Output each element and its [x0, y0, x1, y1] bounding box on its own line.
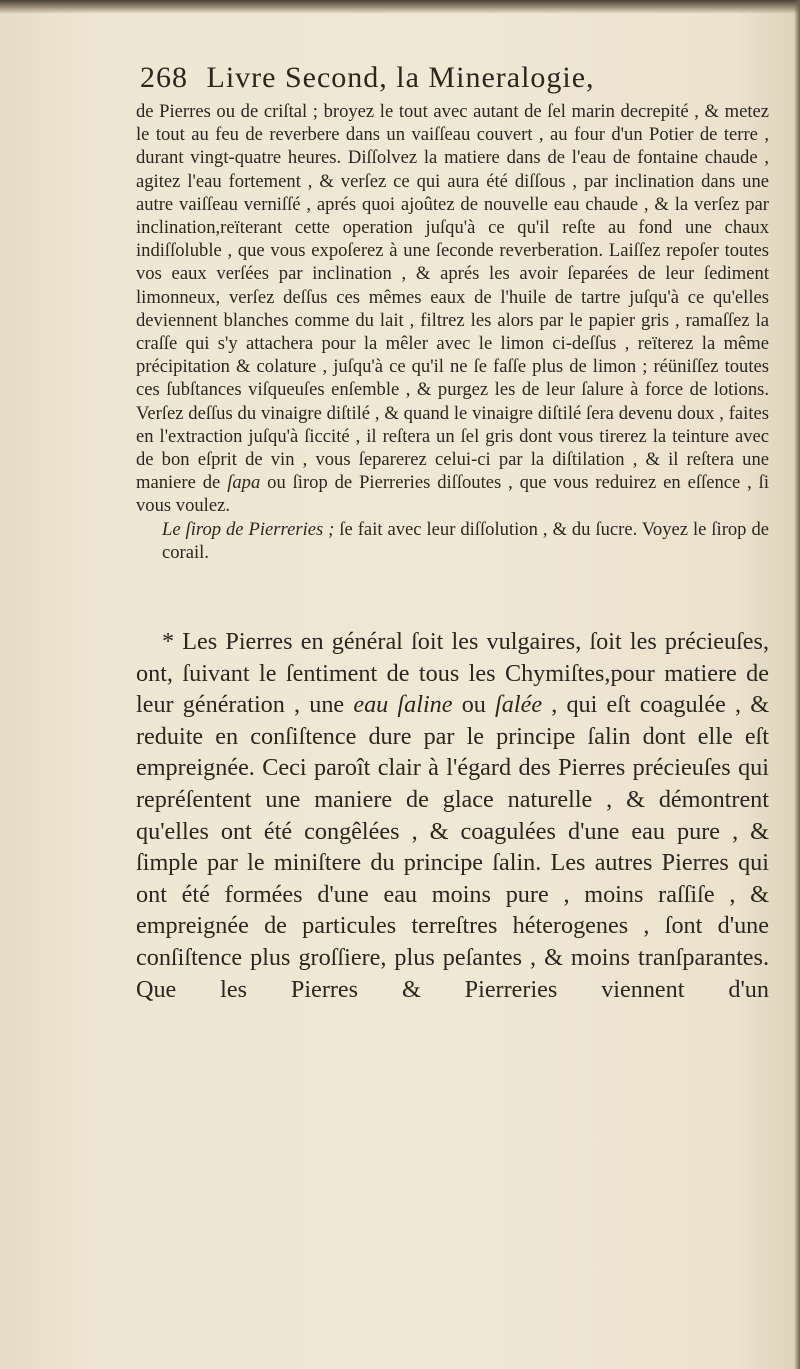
recipe-block	[136, 100, 769, 1005]
page-right-shadow	[794, 0, 800, 1369]
sirop-paragraph	[136, 518, 769, 564]
main-text-3: , qui eſt coagulée , & reduite en conſiſtence dure par le principe ſalin dont elle eſt empreignée. Ceci paroît clair à l'égard des Pierres précieuſes qui repréſentent une maniere de glace naturelle , & démontrent qu'elles ont été congêlées , & coagulées d'une eau pure , & ſimple par le miniſtere du principe ſalin. Les autres Pierres qui ont été formées d'une eau moins pure , moins raſſiſe , & empreignée de particules terreſtres héterogenes , ſont d'une conſiſtence plus groſſiere, plus peſantes , & moins tranſparantes. Que les Pierres & Pierreries viennent d'un	[136, 691, 770, 1003]
main-text-2: ou	[461, 691, 486, 719]
page-top-shadow	[0, 0, 800, 14]
running-title: Livre Second, la Mineralogie,	[206, 61, 595, 94]
main-section	[136, 626, 769, 1005]
sirop-heading: Le ſirop de Pierreries ;	[162, 518, 335, 540]
sirop-text: ſe fait avec leur diſſolution , & du ſucre. Voyez le ſirop de corail.	[162, 518, 769, 563]
recipe-text-end: ou ſirop de Pierreries diſſoutes , que vous reduirez en eſſence , ſi vous voulez.	[136, 472, 769, 517]
page-number: 268	[140, 61, 188, 94]
footnote-marker: *	[162, 628, 175, 656]
recipe-italic-sapa: ſapa	[227, 472, 261, 494]
section-gap	[136, 564, 769, 626]
main-text-1: Les Pierres en général ſoit les vulgaires, ſoit les précieuſes, ont, ſuivant le ſentiment de tous les Chymiſtes,pour matiere de leur génération , une	[136, 628, 770, 719]
main-italic-salee: ſalée	[495, 691, 543, 719]
main-italic-eau-saline: eau ſaline	[353, 691, 453, 719]
running-header	[140, 58, 770, 98]
recipe-paragraph	[136, 100, 769, 518]
recipe-text: de Pierres ou de criſtal ; broyez le tout avec autant de ſel marin decrepité , & metez le tout au feu de reverbere dans un vaiſſeau couvert , au four d'un Potier de terre , durant vingt-quatre heures. Diſſolvez la matiere dans de l'eau de fontaine chaude , agitez l'eau fortement , & verſez ce qui aura été diſſous , par inclination dans une autre vaiſſeau verniſſé , aprés quoi ajoûtez de nouvelle eau chaude , & la verſez par inclination,reïterant cette operation juſqu'à ce qu'il reſte au fond une chaux indiſſoluble , que vous expoſerez à une ſeconde reverberation. Laiſſez repoſer toutes vos eaux verſées par inclination , & aprés les avoir ſeparées de leur ſediment limonneux, verſez deſſus ces mêmes eaux de l'huile de tartre juſqu'à ce qu'elles deviennent blanches comme du lait , filtrez les alors par le papier gris , ramaſſez la craſſe qui s'y attachera pour la mêler avec le limon ci-deſſus , reïterez la même précipitation & colature , juſqu'à ce qu'il ne ſe faſſe plus de limon ; réüniſſez toutes ces ſubſtances viſqueuſes enſemble , & purgez les de leur ſalure à force de lotions. Verſez deſſus du vinaigre diſtilé , & quand le vinaigre diſtilé ſera devenu doux , faites en l'extraction juſqu'à ſiccité , il reſtera un ſel gris dont vous tirerez la teinture avec de bon eſprit de vin , vous ſeparerez celui-ci par la diſtilation , & il reſtera une maniere de	[136, 101, 769, 494]
main-paragraph	[136, 626, 769, 1005]
